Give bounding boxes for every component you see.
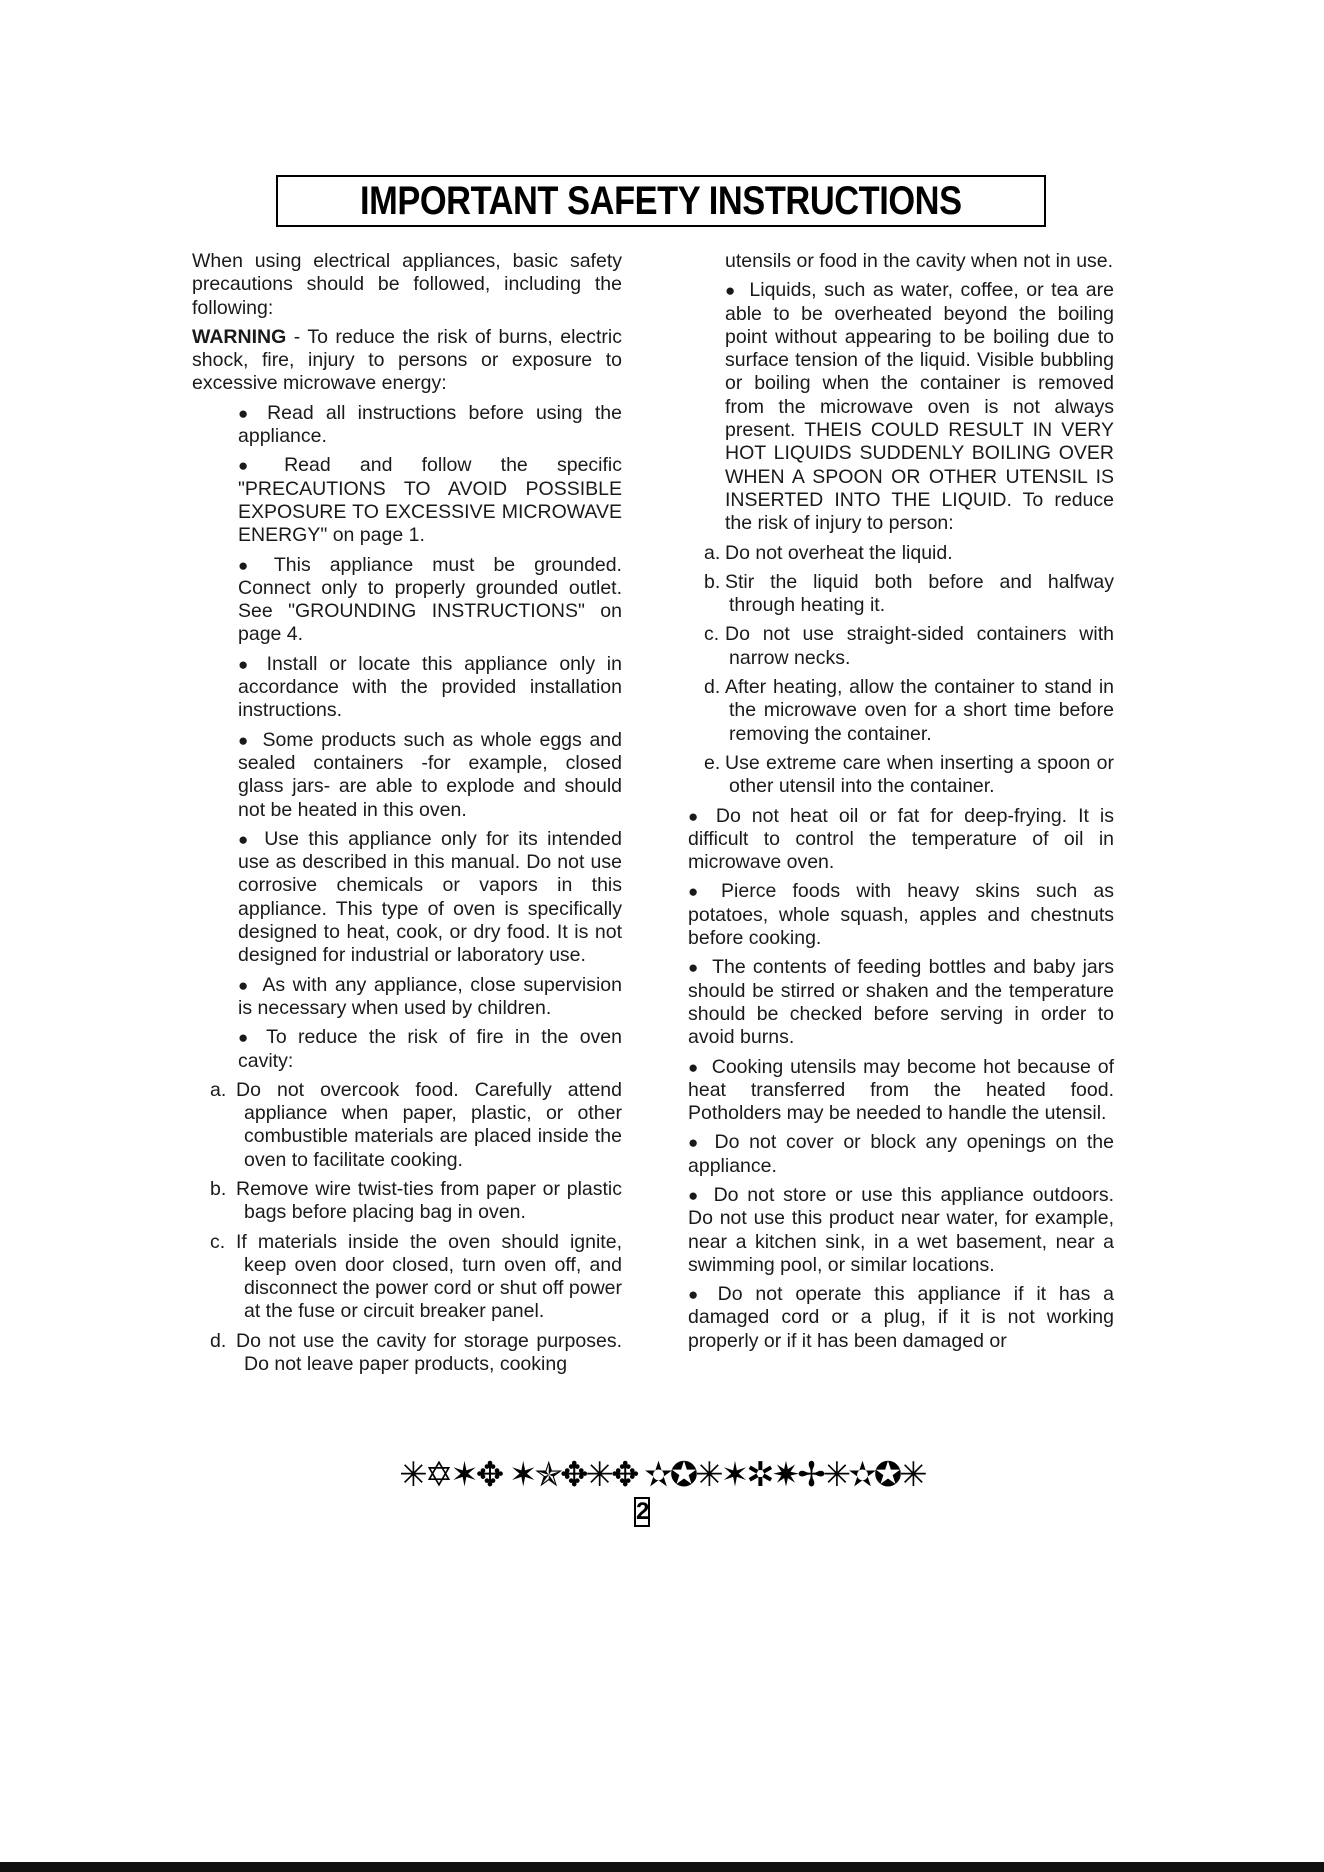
decorative-ornament-row: ✳✡✶✥ ✶✯✥✳✥ ✫✪✳✶✲✷✢✳✫✪✳ bbox=[399, 1455, 925, 1495]
warning-label: WARNING bbox=[192, 325, 287, 348]
list-item-letter: d. bbox=[704, 676, 721, 699]
list-item-text: Use this appliance only for its intended use as described in this manual. Do not use corrosive chemicals or vapors in this appliance. This type of oven is specifically designed to heat, cook, or dry food. It is not designed for industrial or laboratory use. bbox=[238, 827, 622, 967]
left-bullet-list bbox=[192, 402, 622, 1073]
list-item-text: Remove wire twist-ties from paper or plastic bags before placing bag in oven. bbox=[236, 1177, 622, 1224]
list-item-letter: e. bbox=[704, 751, 721, 774]
list-item bbox=[192, 828, 622, 968]
right-bullet-list bbox=[688, 805, 1114, 1354]
bullet-icon: ● bbox=[238, 975, 251, 995]
list-item bbox=[688, 1056, 1114, 1126]
list-item-text: Do not operate this appliance if it has a damaged cord or a plug, if it is not working properly or if it has been damaged or bbox=[688, 1283, 1114, 1352]
bullet-icon: ● bbox=[238, 730, 251, 750]
list-item-text: As with any appliance, close supervision is necessary when used by children. bbox=[238, 973, 622, 1019]
list-item bbox=[688, 880, 1114, 950]
list-item bbox=[192, 974, 622, 1021]
list-item-text: Do not use the cavity for storage purposes. Do not leave paper products, cooking bbox=[236, 1329, 622, 1376]
page-title: IMPORTANT SAFETY INSTRUCTIONS bbox=[360, 178, 962, 223]
list-item-letter: d. bbox=[210, 1329, 227, 1352]
bottom-edge-bar bbox=[0, 1862, 1324, 1872]
warning-paragraph bbox=[192, 326, 622, 396]
list-item-text: Do not cover or block any openings on the appliance. bbox=[688, 1131, 1114, 1177]
liquids-bullet-text: Liquids, such as water, coffee, or tea are able to be overheated beyond the boiling point without appearing to be boiling due to surface tension of the liquid. Visible bubbling or boiling when the container is removed from the microwave oven is not always present. THEIS COULD RESULT IN VERY HOT LIQUIDS SUDDENLY BOILING OVER WHEN A SPOON OR OTHER UTENSIL IS INSERTED INTO THE LIQUID. To reduce the risk of injury to person: bbox=[725, 279, 1114, 535]
bullet-icon: ● bbox=[688, 958, 701, 978]
bullet-icon: ● bbox=[688, 882, 710, 902]
list-item-letter: a. bbox=[704, 541, 721, 564]
warning-text: - To reduce the risk of burns, electric shock, fire, injury to persons or exposure to excessive microwave energy: bbox=[192, 325, 622, 395]
bullet-icon: ● bbox=[238, 829, 253, 849]
bullet-icon: ● bbox=[238, 456, 273, 476]
list-item-text: Do not store or use this appliance outdoors. Do not use this product near water, for example, near a kitchen sink, in a wet basement, near a swimming pool, or similar locations. bbox=[688, 1183, 1114, 1276]
list-item-text: Read and follow the specific "PRECAUTIONS TO AVOID POSSIBLE EXPOSURE TO EXCESSIVE MICROWAVE ENERGY" on page 1. bbox=[238, 454, 622, 547]
list-item-text: The contents of feeding bottles and baby jars should be stirred or shaken and the temperature should be checked before serving in order to avoid burns. bbox=[688, 956, 1114, 1049]
intro-paragraph: When using electrical appliances, basic safety precautions should be followed, including the following: bbox=[192, 250, 622, 319]
bullet-icon: ● bbox=[238, 555, 262, 575]
list-item bbox=[688, 1283, 1114, 1353]
list-item bbox=[688, 805, 1114, 875]
list-item bbox=[688, 752, 1114, 799]
list-item-text: Install or locate this appliance only in accordance with the provided installation instructions. bbox=[238, 652, 622, 722]
bullet-icon: ● bbox=[725, 281, 738, 301]
right-column bbox=[688, 250, 1114, 1359]
list-item bbox=[192, 454, 622, 547]
list-item-letter: c. bbox=[210, 1230, 226, 1253]
list-item bbox=[688, 279, 1114, 535]
bullet-icon: ● bbox=[688, 1133, 703, 1153]
list-item-text: Some products such as whole eggs and sealed containers -for example, closed glass jars- are able to explode and should not be heated in this oven. bbox=[238, 728, 622, 821]
list-item bbox=[688, 676, 1114, 746]
list-item bbox=[688, 1184, 1114, 1277]
page-number: 2 bbox=[636, 1498, 650, 1525]
list-item bbox=[192, 653, 622, 723]
list-item bbox=[192, 1178, 622, 1225]
continuation-paragraph: utensils or food in the cavity when not in use. bbox=[725, 250, 1114, 272]
list-item bbox=[192, 1079, 622, 1172]
list-item-letter: c. bbox=[704, 623, 720, 646]
list-item-text: After heating, allow the container to stand in the microwave oven for a short time before removing the container. bbox=[725, 676, 1114, 745]
bullet-icon: ● bbox=[238, 403, 256, 423]
list-item bbox=[688, 571, 1114, 618]
list-item-text: Use extreme care when inserting a spoon or other utensil into the container. bbox=[725, 751, 1114, 798]
bullet-icon: ● bbox=[238, 654, 255, 674]
list-item-text: Read all instructions before using the appliance. bbox=[238, 401, 622, 448]
list-item bbox=[688, 623, 1114, 670]
list-item-text: Do not overcook food. Carefully attend appliance when paper, plastic, or other combustible materials are placed inside the oven to facilitate cooking. bbox=[236, 1078, 622, 1171]
list-item-letter: b. bbox=[210, 1177, 227, 1200]
list-item bbox=[192, 554, 622, 647]
list-item-letter: a. bbox=[210, 1078, 227, 1101]
list-item-text: If materials inside the oven should ignite, keep oven door closed, turn oven off, and disconnect the power cord or shut off power at the fuse or circuit breaker panel. bbox=[236, 1230, 622, 1323]
list-item bbox=[192, 1231, 622, 1324]
list-item-letter: b. bbox=[704, 570, 721, 593]
list-item bbox=[688, 542, 1114, 565]
list-item bbox=[192, 729, 622, 822]
liquid-items-list bbox=[688, 542, 1114, 799]
list-item-text: Stir the liquid both before and halfway through heating it. bbox=[725, 570, 1114, 617]
fire-items-list bbox=[192, 1079, 622, 1377]
list-item bbox=[192, 1330, 622, 1377]
bullet-icon: ● bbox=[688, 1185, 702, 1205]
list-item bbox=[688, 956, 1114, 1049]
bullet-icon: ● bbox=[688, 1285, 706, 1305]
bullet-icon: ● bbox=[688, 1057, 700, 1077]
list-item bbox=[192, 402, 622, 449]
title-box bbox=[276, 175, 1046, 227]
list-item-text: Do not heat oil or fat for deep-frying. It is difficult to control the temperature of oil in microwave oven. bbox=[688, 804, 1114, 874]
list-item bbox=[688, 1131, 1114, 1178]
bullet-icon: ● bbox=[688, 806, 704, 826]
left-column bbox=[192, 250, 622, 1382]
bullet-icon: ● bbox=[238, 1028, 255, 1048]
list-item-text: Pierce foods with heavy skins such as potatoes, whole squash, apples and chestnuts before cooking. bbox=[688, 880, 1114, 950]
list-item-text: This appliance must be grounded. Connect only to properly grounded outlet. See "GROUNDING INSTRUCTIONS" on page 4. bbox=[238, 553, 622, 646]
list-item-text: Do not use straight-sided containers with narrow necks. bbox=[725, 623, 1114, 669]
list-item bbox=[192, 1026, 622, 1073]
list-item-text: To reduce the risk of fire in the oven cavity: bbox=[238, 1026, 622, 1072]
list-item-text: Cooking utensils may become hot because of heat transferred from the heated food. Potholders may be needed to handle the utensil. bbox=[688, 1055, 1114, 1125]
list-item-text: Do not overheat the liquid. bbox=[725, 541, 953, 564]
